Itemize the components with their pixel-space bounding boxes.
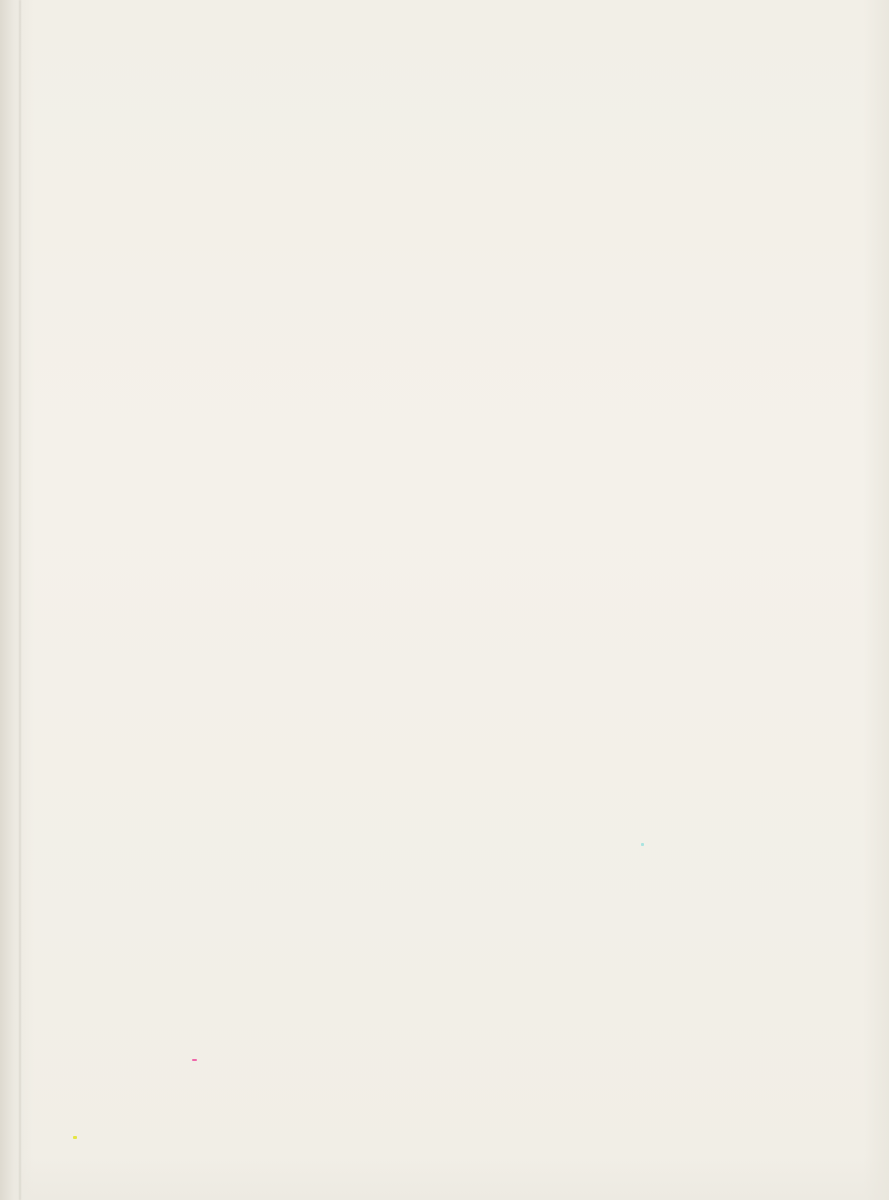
scan-speck-yellow (73, 1136, 77, 1139)
page-gutter-crease (19, 0, 21, 1200)
scan-speck-cyan (641, 843, 644, 846)
scan-speck-pink (192, 1059, 197, 1061)
